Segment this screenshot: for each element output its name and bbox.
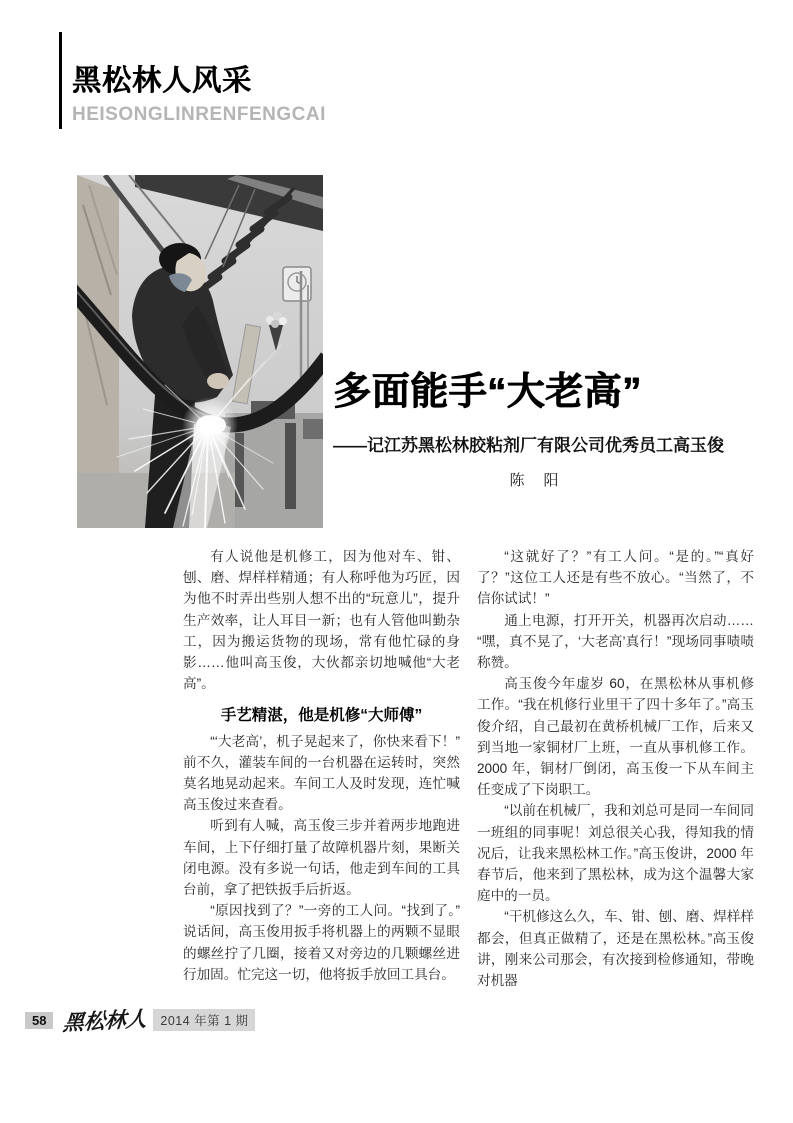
page-number: 58 — [25, 1012, 53, 1029]
paragraph: “原因找到了？”一旁的工人问。“找到了。”说话间，高玉俊用扳手将机器上的两颗不显眼的螺丝拧了几圈，接着又对旁边的几颗螺丝进行加固。忙完这一切，他将扳手放回工具台。 — [183, 903, 460, 982]
header-rule — [59, 32, 62, 129]
page-footer — [25, 1006, 255, 1034]
article-title-block — [333, 360, 737, 490]
section-title-pinyin: HEISONGLINRENFENGCAI — [72, 104, 326, 125]
article-title: 多面能手“大老高” — [333, 371, 642, 413]
article-photo — [77, 175, 323, 528]
section-heading: 手艺精湛，他是机修“大师傅” — [220, 707, 423, 725]
workshop-photo-graphic — [77, 175, 323, 528]
paragraph: 通上电源，打开开关，机器再次启动……“嘿，真不晃了，‘大老高’真行！”现场同事啧啧称赞。 — [477, 612, 754, 671]
article-author: 陈 阳 — [509, 472, 561, 489]
paragraph: “以前在机械厂，我和刘总可是同一车间同一班组的同事呢！刘总很关心我，得知我的情况后，让我来黑松林工作。”高玉俊讲，2000 年春节后，他来到了黑松林，成为这个温馨大家庭中的一员。 — [477, 803, 754, 904]
issue-label: 2014 年第 1 期 — [153, 1009, 255, 1031]
section-header — [59, 32, 326, 126]
right-column — [477, 546, 754, 991]
paragraph: “这就好了？”有工人问。“是的。”“真好了？”这位工人还是有些不放心。“当然了，不信你试试！” — [477, 549, 754, 607]
section-title: 黑松林人风采 — [72, 65, 253, 97]
article-subtitle: ——记江苏黑松林胶粘剂厂有限公司优秀员工高玉俊 — [333, 436, 724, 455]
paragraph: “干机修这么久，车、钳、刨、磨、焊样样都会，但真正做精了，还是在黑松林。”高玉俊讲，刚来公司那会，有次接到检修通知，带晚对机器 — [477, 909, 754, 989]
magazine-logo: 黑松林人 — [62, 1005, 149, 1036]
paragraph: “‘大老高’，机子晃起来了，你快来看下！”前不久，灌装车间的一台机器在运转时，突然莫名地晃动起来。车间工人及时发现，连忙喊高玉俊过来查看。 — [183, 733, 460, 813]
paragraph: 听到有人喊，高玉俊三步并着两步地跑进车间，上下仔细打量了故障机器片刻，果断关闭电源。没有多说一句话，他走到车间的工具台前，拿了把铁扳手后折返。 — [183, 818, 460, 898]
paragraph: 有人说他是机修工，因为他对车、钳、刨、磨、焊样样精通；有人称呼他为巧匠，因为他不时弄出些别人想不出的“玩意儿”，提升生产效率，让人耳目一新；也有人管他叫勤杂工，因为搬运货物的现场，常有他忙碌的身影……他叫高玉俊，大伙都亲切地喊他“大老高”。 — [183, 549, 460, 692]
paragraph: 高玉俊今年虚岁 60，在黑松林从事机修工作。“我在机修行业里干了四十多年了。”高玉俊介绍，自己最初在黄桥机械厂工作，后来又到当地一家铜材厂上班，一直从事机修工作。2000 年，铜材厂倒闭，高玉俊一下从车间主任变成了下岗职工。 — [477, 676, 754, 798]
left-column — [183, 546, 460, 985]
